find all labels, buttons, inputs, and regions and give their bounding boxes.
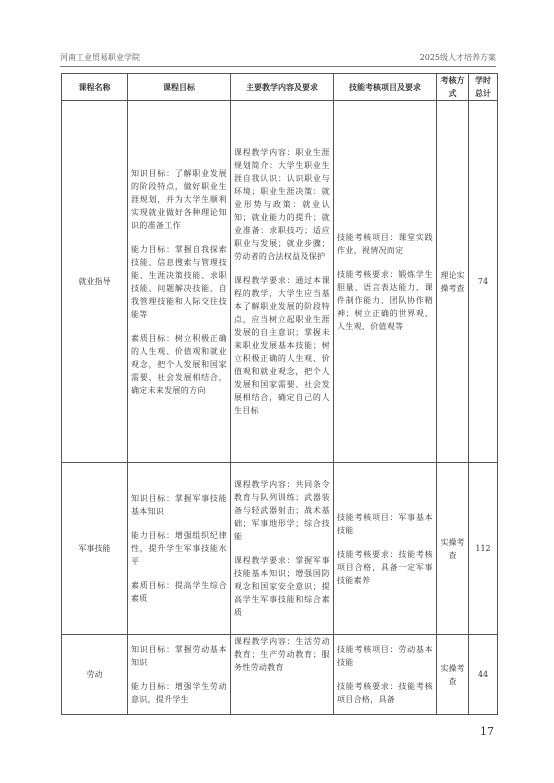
goal-knowledge: 知识目标：掌握军事技能基本知识 bbox=[131, 494, 227, 516]
content-requirement: 课程教学要求：通过本课程的教学，大学生应当基本了解职业发展的阶段特点，应当树立起职业生涯发展的自主意识；掌握未来职业发展基本技能；树立积极正确的人生观、价值观和就业观念，把个人发展和国家需要、社会发展相结合，确定自己的人生目标 bbox=[234, 276, 330, 415]
content-cell bbox=[231, 101, 334, 463]
course-name-cell: 军事技能 bbox=[62, 463, 128, 635]
table-row bbox=[62, 463, 498, 635]
skill-requirement: 技能考核要求：技能考核项目合格，具备 bbox=[337, 682, 433, 704]
page-header bbox=[60, 52, 496, 67]
header-doc-title: 2025级人才培养方案 bbox=[419, 53, 496, 62]
table-header-row bbox=[62, 74, 498, 101]
skill-project: 技能考核项目：课堂实践作业，视情况而定 bbox=[337, 232, 433, 255]
method-cell: 实操考查 bbox=[437, 463, 469, 635]
method-cell: 实操考查 bbox=[437, 635, 469, 715]
content-requirement: 课程教学要求：掌握军事技能基本知识；增强国防观念和国家安全意识；提高学生军事技能和综合素质 bbox=[234, 556, 330, 617]
hours-cell: 112 bbox=[469, 463, 498, 635]
content-cell bbox=[231, 635, 334, 715]
hours-cell: 74 bbox=[469, 101, 498, 463]
course-name-cell: 就业指导 bbox=[62, 101, 128, 463]
col-header-course-name: 课程名称 bbox=[62, 74, 128, 101]
skill-project: 技能考核项目：劳动基本技能 bbox=[337, 645, 433, 667]
header-school-name: 河南工业贸易职业学院 bbox=[60, 53, 140, 62]
goal-ability: 能力目标：掌握自我探索技能、信息搜索与管理技能、生涯决策技能、求职技能、问题解决技能、自我管理技能和人际交往技能等 bbox=[131, 244, 227, 319]
col-header-skills: 技能考核项目及要求 bbox=[334, 74, 437, 101]
course-table bbox=[61, 73, 498, 715]
content-teaching: 课程教学内容：职业生涯规划简介：大学生职业生涯自我认识：认识职业与环境；职业生涯决策：就业形势与政策：就业认知；就业能力的提升；就业准备：求职技巧；适应职业与发展；就业步骤；劳动者的合法权益及保护 bbox=[234, 148, 330, 261]
goals-cell bbox=[128, 635, 231, 715]
goals-cell bbox=[128, 101, 231, 463]
goal-ability: 能力目标：增强组织纪律性，提升学生军事技能水平 bbox=[131, 531, 227, 566]
col-header-content: 主要教学内容及要求 bbox=[231, 74, 334, 101]
table-row bbox=[62, 101, 498, 463]
skills-cell bbox=[334, 463, 437, 635]
skill-project: 技能考核项目：军事基本技能 bbox=[337, 512, 433, 535]
table-row bbox=[62, 635, 498, 715]
skills-cell bbox=[334, 635, 437, 715]
col-header-hours: 学时总计 bbox=[469, 74, 498, 101]
content-cell bbox=[231, 463, 334, 635]
content-teaching: 课程教学内容：生活劳动教育；生产劳动教育；服务性劳动教育 bbox=[234, 637, 330, 672]
course-name-cell: 劳动 bbox=[62, 635, 128, 715]
goals-cell bbox=[128, 463, 231, 635]
col-header-goals: 课程目标 bbox=[128, 74, 231, 101]
goal-knowledge: 知识目标：了解职业发展的阶段特点，做好职业生涯规划，并为大学生顺利实现就业做好各种理论知识的准备工作 bbox=[131, 168, 227, 230]
skill-requirement: 技能考核要求：锻炼学生胆量、语言表达能力、课件制作能力、团队协作精神；树立正确的世界观、人生观、价值观等 bbox=[337, 269, 433, 331]
goal-quality: 素质目标：树立积极正确的人生观、价值观和就业观念，把个人发展和国家需要、社会发展相结合，确定未来发展的方向 bbox=[131, 333, 227, 395]
goal-quality: 素质目标：提高学生综合素质 bbox=[131, 581, 227, 603]
goal-knowledge: 知识目标：掌握劳动基本知识 bbox=[131, 645, 227, 667]
content-teaching: 课程教学内容：共同条令教育与队列训练；武器装备与轻武器射击；战术基础；军事地形学；综合技能 bbox=[234, 480, 330, 541]
method-cell: 理论实操考查 bbox=[437, 101, 469, 463]
col-header-method: 考核方式 bbox=[437, 74, 469, 101]
hours-cell: 44 bbox=[469, 635, 498, 715]
skill-requirement: 技能考核要求：技能考核项目合格，具备一定军事技能素养 bbox=[337, 549, 433, 585]
goal-ability: 能力目标：增强学生劳动意识，提升学生 bbox=[131, 682, 227, 704]
page-number: 17 bbox=[480, 725, 494, 738]
skills-cell bbox=[334, 101, 437, 463]
